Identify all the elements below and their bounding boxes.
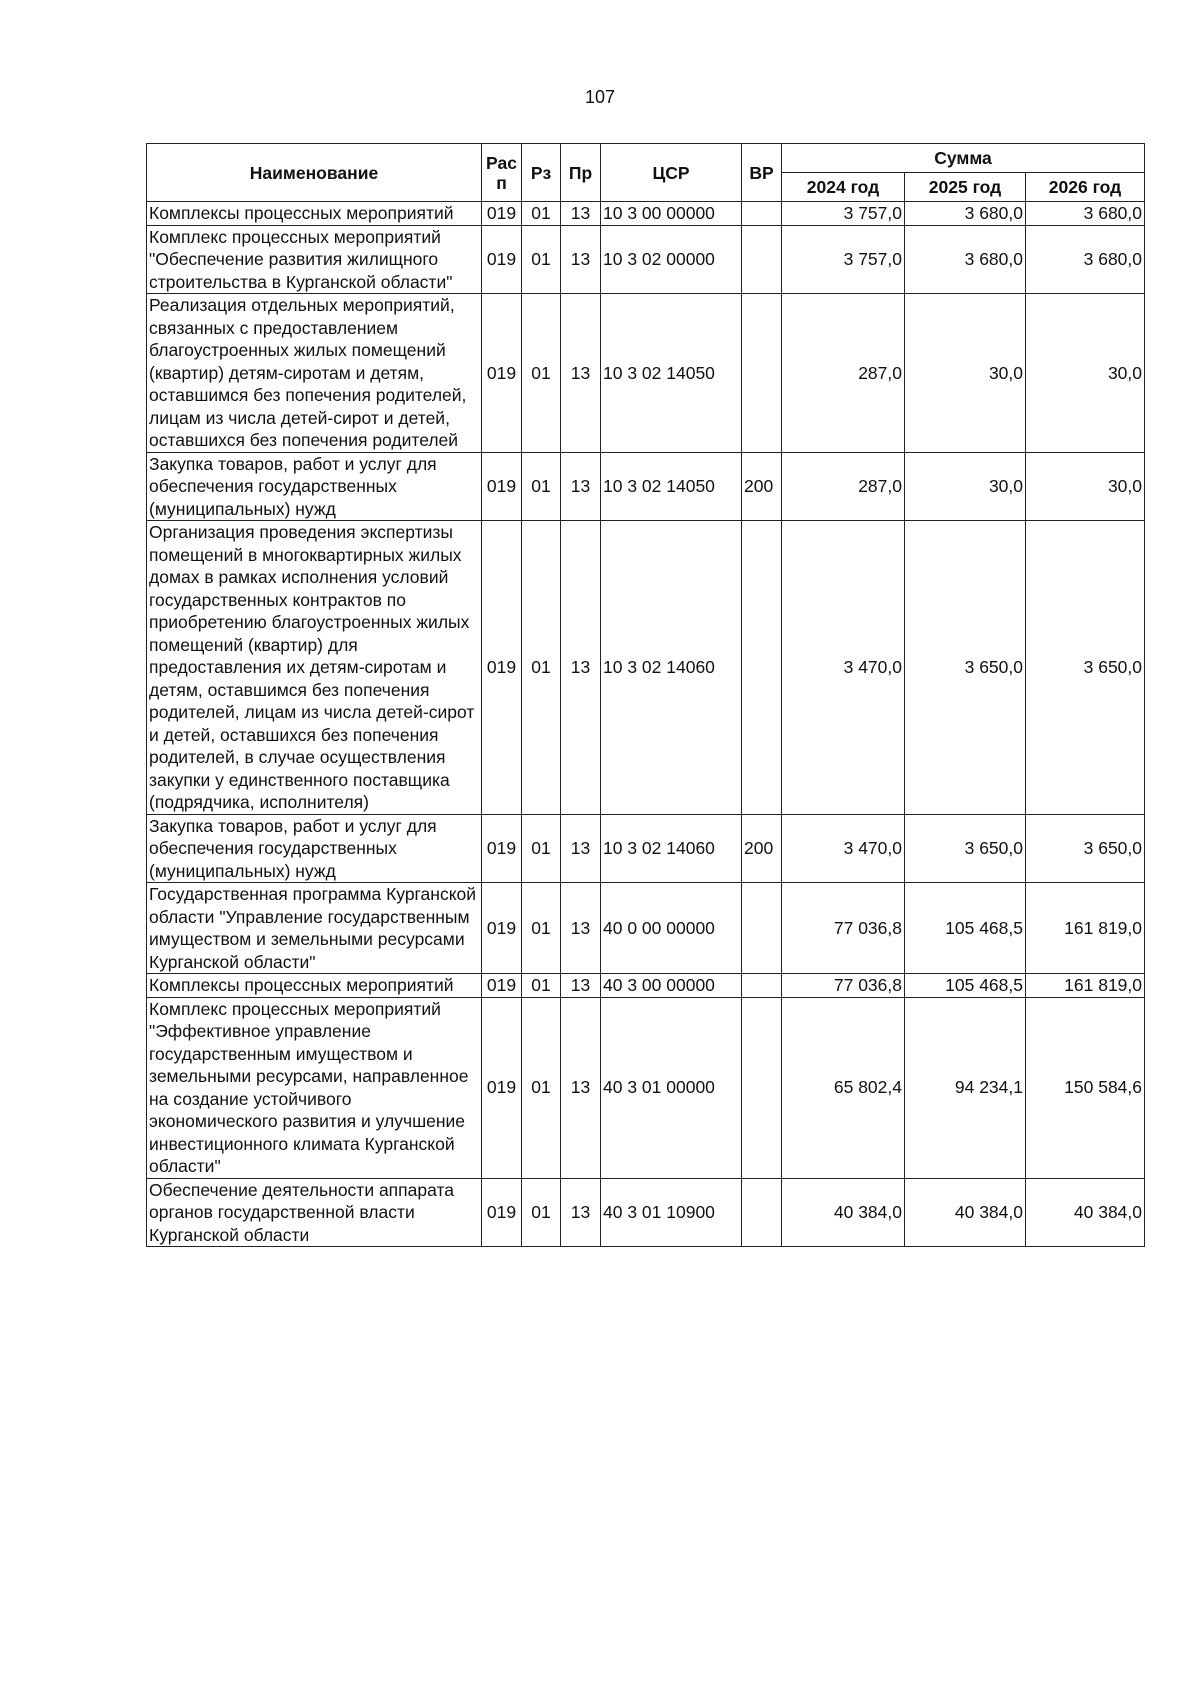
cell-rasp: 019 xyxy=(482,883,522,974)
cell-csr: 10 3 02 14050 xyxy=(601,294,742,453)
cell-vr xyxy=(742,294,782,453)
cell-rasp: 019 xyxy=(482,202,522,226)
cell-rz: 01 xyxy=(522,997,561,1178)
cell-pr: 13 xyxy=(561,1178,601,1247)
cell-rz: 01 xyxy=(522,202,561,226)
cell-amount-2025: 105 468,5 xyxy=(905,883,1026,974)
cell-name: Комплексы процессных мероприятий xyxy=(147,202,482,226)
cell-vr: 200 xyxy=(742,814,782,883)
cell-rasp: 019 xyxy=(482,974,522,998)
cell-csr: 10 3 02 14060 xyxy=(601,521,742,815)
cell-name: Государственная программа Курганской области "Управление государственным имуществом и земельными ресурсами Курганской области" xyxy=(147,883,482,974)
cell-amount-2024: 3 757,0 xyxy=(782,225,905,294)
cell-amount-2025: 40 384,0 xyxy=(905,1178,1026,1247)
cell-rasp: 019 xyxy=(482,294,522,453)
cell-rz: 01 xyxy=(522,1178,561,1247)
table-row xyxy=(147,883,1145,974)
cell-name: Закупка товаров, работ и услуг для обеспечения государственных (муниципальных) нужд xyxy=(147,814,482,883)
table-row xyxy=(147,202,1145,226)
cell-vr xyxy=(742,883,782,974)
cell-pr: 13 xyxy=(561,452,601,521)
cell-amount-2024: 287,0 xyxy=(782,452,905,521)
table-row xyxy=(147,452,1145,521)
cell-amount-2026: 3 680,0 xyxy=(1026,202,1145,226)
cell-name: Реализация отдельных мероприятий, связанных с предоставлением благоустроенных жилых помещений (квартир) детям-сиротам и детям, оставшимся без попечения родителей, лицам из числа детей-сирот и детей, оставшихся без попечения родителей xyxy=(147,294,482,453)
cell-pr: 13 xyxy=(561,974,601,998)
table-row xyxy=(147,997,1145,1178)
cell-csr: 10 3 02 14060 xyxy=(601,814,742,883)
cell-amount-2026: 3 650,0 xyxy=(1026,814,1145,883)
cell-amount-2025: 3 650,0 xyxy=(905,521,1026,815)
cell-rasp: 019 xyxy=(482,225,522,294)
cell-name: Комплексы процессных мероприятий xyxy=(147,974,482,998)
cell-name: Закупка товаров, работ и услуг для обеспечения государственных (муниципальных) нужд xyxy=(147,452,482,521)
cell-csr: 10 3 00 00000 xyxy=(601,202,742,226)
cell-vr xyxy=(742,1178,782,1247)
table-body xyxy=(147,202,1145,1247)
cell-amount-2024: 77 036,8 xyxy=(782,974,905,998)
cell-amount-2026: 30,0 xyxy=(1026,452,1145,521)
table-row xyxy=(147,521,1145,815)
cell-csr: 10 3 02 00000 xyxy=(601,225,742,294)
cell-rz: 01 xyxy=(522,452,561,521)
cell-amount-2026: 30,0 xyxy=(1026,294,1145,453)
cell-pr: 13 xyxy=(561,294,601,453)
cell-vr xyxy=(742,974,782,998)
cell-amount-2026: 150 584,6 xyxy=(1026,997,1145,1178)
cell-pr: 13 xyxy=(561,883,601,974)
cell-csr: 40 3 00 00000 xyxy=(601,974,742,998)
cell-amount-2024: 3 757,0 xyxy=(782,202,905,226)
cell-amount-2024: 40 384,0 xyxy=(782,1178,905,1247)
header-csr: ЦСР xyxy=(601,144,742,202)
header-year-2025: 2025 год xyxy=(905,173,1026,202)
cell-amount-2024: 3 470,0 xyxy=(782,814,905,883)
header-rz: Рз xyxy=(522,144,561,202)
cell-amount-2026: 3 680,0 xyxy=(1026,225,1145,294)
cell-name: Комплекс процессных мероприятий "Обеспечение развития жилищного строительства в Курганской области" xyxy=(147,225,482,294)
table-row xyxy=(147,294,1145,453)
table-row xyxy=(147,814,1145,883)
cell-amount-2025: 30,0 xyxy=(905,294,1026,453)
cell-amount-2025: 105 468,5 xyxy=(905,974,1026,998)
table-row xyxy=(147,225,1145,294)
header-year-2026: 2026 год xyxy=(1026,173,1145,202)
cell-vr xyxy=(742,202,782,226)
budget-table xyxy=(146,143,1145,1247)
cell-vr: 200 xyxy=(742,452,782,521)
cell-amount-2025: 3 650,0 xyxy=(905,814,1026,883)
cell-csr: 40 3 01 10900 xyxy=(601,1178,742,1247)
cell-name: Обеспечение деятельности аппарата органов государственной власти Курганской области xyxy=(147,1178,482,1247)
cell-name: Комплекс процессных мероприятий "Эффективное управление государственным имуществом и земельными ресурсами, направленное на создание устойчивого экономического развития и улучшение инвестиционного климата Курганской области" xyxy=(147,997,482,1178)
table-header xyxy=(147,144,1145,202)
cell-amount-2025: 3 680,0 xyxy=(905,202,1026,226)
cell-amount-2026: 3 650,0 xyxy=(1026,521,1145,815)
cell-pr: 13 xyxy=(561,814,601,883)
cell-amount-2025: 30,0 xyxy=(905,452,1026,521)
table-row xyxy=(147,974,1145,998)
cell-name: Организация проведения экспертизы помещений в многоквартирных жилых домах в рамках исполнения условий государственных контрактов по приобретению благоустроенных жилых помещений (квартир) для предоставления их детям-сиротам и детям, оставшимся без попечения родителей, лицам из числа детей-сирот и детей, оставшихся без попечения родителей, в случае осуществления закупки у единственного поставщика (подрядчика, исполнителя) xyxy=(147,521,482,815)
cell-vr xyxy=(742,225,782,294)
cell-rz: 01 xyxy=(522,294,561,453)
header-rasp: Рас п xyxy=(482,144,522,202)
cell-amount-2026: 161 819,0 xyxy=(1026,974,1145,998)
cell-vr xyxy=(742,997,782,1178)
cell-pr: 13 xyxy=(561,225,601,294)
cell-pr: 13 xyxy=(561,202,601,226)
cell-amount-2024: 65 802,4 xyxy=(782,997,905,1178)
cell-rz: 01 xyxy=(522,974,561,998)
cell-csr: 40 0 00 00000 xyxy=(601,883,742,974)
cell-rasp: 019 xyxy=(482,814,522,883)
cell-pr: 13 xyxy=(561,521,601,815)
cell-amount-2025: 3 680,0 xyxy=(905,225,1026,294)
cell-vr xyxy=(742,521,782,815)
table-row xyxy=(147,1178,1145,1247)
page-number: 107 xyxy=(584,87,616,107)
cell-rasp: 019 xyxy=(482,1178,522,1247)
cell-amount-2024: 3 470,0 xyxy=(782,521,905,815)
header-pr: Пр xyxy=(561,144,601,202)
cell-csr: 10 3 02 14050 xyxy=(601,452,742,521)
cell-amount-2026: 161 819,0 xyxy=(1026,883,1145,974)
cell-csr: 40 3 01 00000 xyxy=(601,997,742,1178)
header-sum: Сумма xyxy=(782,144,1145,173)
cell-amount-2024: 77 036,8 xyxy=(782,883,905,974)
cell-rz: 01 xyxy=(522,814,561,883)
cell-rz: 01 xyxy=(522,225,561,294)
cell-rz: 01 xyxy=(522,521,561,815)
cell-rasp: 019 xyxy=(482,521,522,815)
cell-amount-2024: 287,0 xyxy=(782,294,905,453)
cell-amount-2025: 94 234,1 xyxy=(905,997,1026,1178)
cell-amount-2026: 40 384,0 xyxy=(1026,1178,1145,1247)
header-name: Наименование xyxy=(147,144,482,202)
cell-rasp: 019 xyxy=(482,452,522,521)
header-vr: ВР xyxy=(742,144,782,202)
cell-pr: 13 xyxy=(561,997,601,1178)
header-year-2024: 2024 год xyxy=(782,173,905,202)
cell-rz: 01 xyxy=(522,883,561,974)
cell-rasp: 019 xyxy=(482,997,522,1178)
